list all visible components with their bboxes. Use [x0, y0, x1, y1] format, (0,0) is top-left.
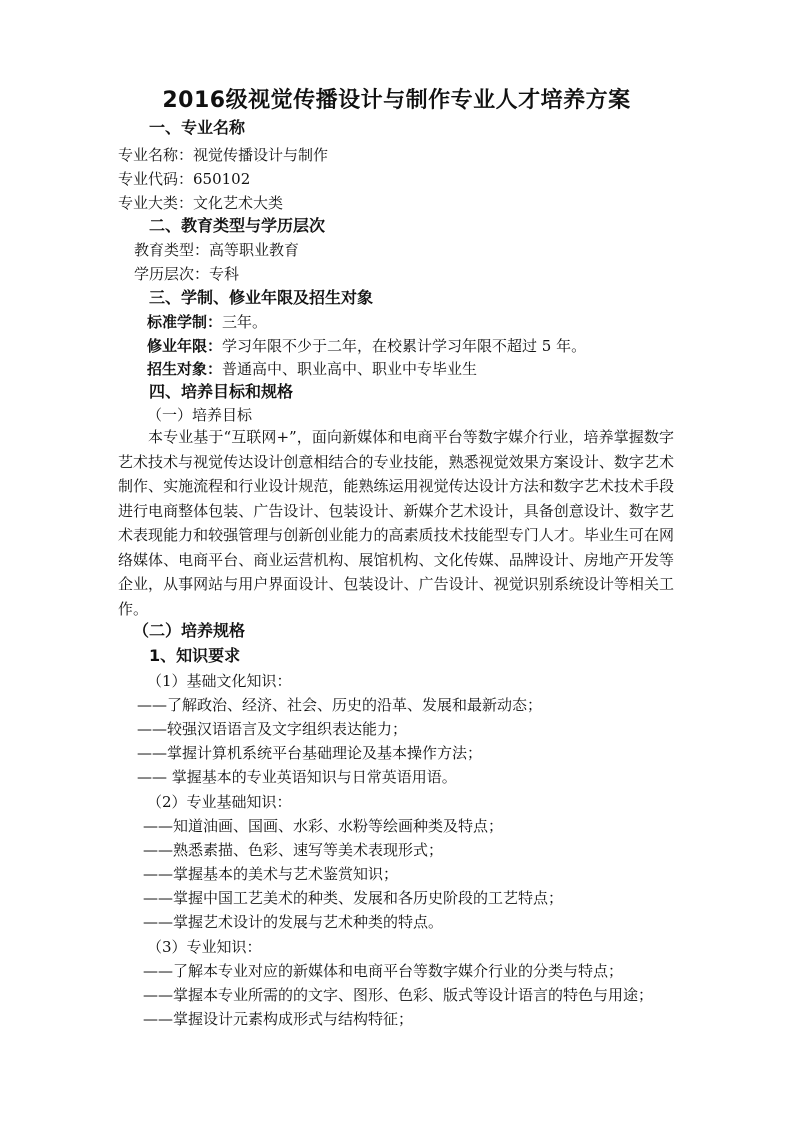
study-years-label: 修业年限：	[147, 337, 223, 355]
standard-duration	[147, 310, 267, 334]
major-category: 专业大类：文化艺术大类	[118, 194, 284, 212]
list-item: ——掌握计算机系统平台基础理论及基本操作方法；	[137, 744, 483, 762]
list-item: ——掌握本专业所需的的文字、图形、色彩、版式等设计语言的特色与用途；	[143, 986, 654, 1004]
education-level: 学历层次：专科	[134, 265, 240, 283]
list-item: ——了解政治、经济、社会、历史的沿革、发展和最新动态；	[137, 696, 543, 714]
list-item: ——掌握艺术设计的发展与艺术种类的特点。	[143, 913, 444, 931]
list-item: ——较强汉语语言及文字组织表达能力；	[137, 720, 408, 738]
subsection-spec: （二）培养规格	[133, 621, 246, 640]
standard-duration-label: 标准学制：	[147, 313, 223, 331]
list-item: —— 掌握基本的专业英语知识与日常英语用语。	[137, 768, 457, 786]
enrollment-target-label: 招生对象：	[147, 360, 223, 378]
basic-knowledge-title: （1）基础文化知识：	[147, 672, 292, 690]
goal-paragraph: 本专业基于“互联网+”，面向新媒体和电商平台等数字媒介行业，培养掌握数字艺术技术与视觉传达设计创意相结合的专业技能，熟悉视觉效果方案设计、数字艺术制作、实施流程和行业设计规范，能熟练运用视觉传达设计方法和数字艺术技术手段进行电商整体包装、广告设计、包装设计、新媒介艺术设计，具备创意设计、数字艺术表现能力和较强管理与创新创业能力的高素质技术技能型专门人才。毕业生可在网络媒体、电商平台、商业运营机构、展馆机构、文化传媒、品牌设计、房地产开发等企业，从事网站与用户界面设计、包装设计、广告设计、视觉识别系统设计等相关工作。	[118, 428, 674, 618]
section-heading-3: 三、学制、修业年限及招生对象	[149, 288, 374, 307]
pro-basic-knowledge-title: （2）专业基础知识：	[147, 793, 292, 811]
list-item: ——掌握基本的美术与艺术鉴赏知识；	[143, 865, 399, 883]
pro-knowledge-title: （3）专业知识：	[147, 938, 262, 956]
major-code: 专业代码：650102	[118, 170, 251, 188]
section-heading-2: 二、教育类型与学历层次	[149, 216, 326, 235]
knowledge-heading: 1、知识要求	[149, 646, 241, 665]
enrollment-target	[147, 357, 477, 381]
study-years	[147, 334, 586, 358]
list-item: ——熟悉素描、色彩、速写等美术表现形式；	[143, 841, 444, 859]
list-item: ——掌握中国工艺美术的种类、发展和各历史阶段的工艺特点；	[143, 889, 564, 907]
section-heading-1: 一、专业名称	[149, 118, 246, 137]
subsection-goal: （一）培养目标	[147, 406, 253, 424]
education-type: 教育类型：高等职业教育	[134, 241, 300, 259]
list-item: ——掌握设计元素构成形式与结构特征；	[143, 1010, 414, 1028]
major-name: 专业名称：视觉传播设计与制作	[118, 146, 329, 164]
section-heading-4: 四、培养目标和规格	[149, 382, 294, 401]
standard-duration-value: 三年。	[222, 313, 268, 331]
list-item: ——了解本专业对应的新媒体和电商平台等数字媒介行业的分类与特点；	[143, 962, 624, 980]
study-years-value: 学习年限不少于二年，在校累计学习年限不超过 5 年。	[222, 337, 587, 355]
enrollment-target-value: 普通高中、职业高中、职业中专毕业生	[222, 360, 478, 378]
list-item: ——知道油画、国画、水彩、水粉等绘画种类及特点；	[143, 817, 504, 835]
document-title: 2016级视觉传播设计与制作专业人才培养方案	[162, 88, 631, 113]
